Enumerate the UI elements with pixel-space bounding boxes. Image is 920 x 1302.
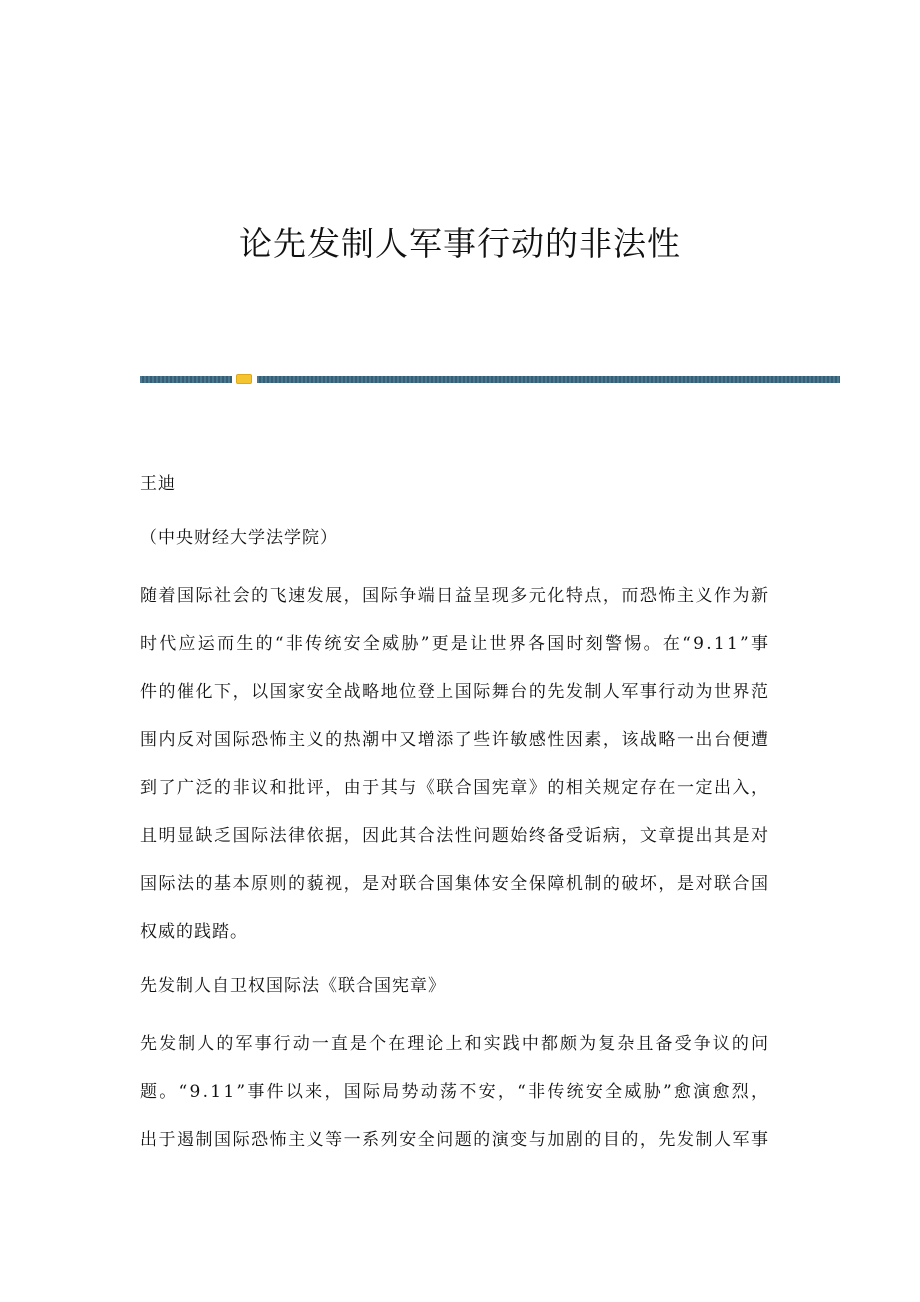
abstract-line: 随着国际社会的飞速发展，国际争端日益呈现多元化特点，而恐怖主义作为新 <box>140 586 770 606</box>
abstract-line: 国际法的基本原则的藐视，是对联合国集体安全保障机制的破坏，是对联合国 <box>140 874 770 894</box>
abstract-line: 件的催化下，以国家安全战略地位登上国际舞台的先发制人军事行动为世界范 <box>140 682 770 702</box>
abstract-line: 且明显缺乏国际法律依据，因此其合法性问题始终备受诟病，文章提出其是对 <box>140 826 770 846</box>
body-line: 题。“9.11”事件以来，国际局势动荡不安，“非传统安全威胁”愈演愈烈， <box>140 1082 771 1102</box>
abstract-line: 时代应运而生的“非传统安全威胁”更是让世界各国时刻警惕。在“9.11”事 <box>140 634 771 654</box>
author: 王迪 <box>140 474 176 494</box>
divider-right <box>257 376 840 383</box>
abstract-line: 到了广泛的非议和批评，由于其与《联合国宪章》的相关规定存在一定出入， <box>140 778 770 798</box>
abstract-line: 权威的践踏。 <box>140 922 248 942</box>
body-line: 先发制人的军事行动一直是个在理论上和实践中都颇为复杂且备受争议的问 <box>140 1034 771 1054</box>
body-line: 出于遏制国际恐怖主义等一系列安全问题的演变与加剧的目的，先发制人军事 <box>140 1130 770 1150</box>
divider-left <box>140 376 232 383</box>
affiliation: （中央财经大学法学院） <box>140 528 338 548</box>
document-title: 论先发制人军事行动的非法性 <box>239 224 681 263</box>
abstract-line: 围内反对国际恐怖主义的热潮中又增添了些许敏感性因素，该战略一出台便遭 <box>140 730 770 750</box>
envelope-icon <box>236 374 252 384</box>
keywords: 先发制人自卫权国际法《联合国宪章》 <box>140 976 446 996</box>
